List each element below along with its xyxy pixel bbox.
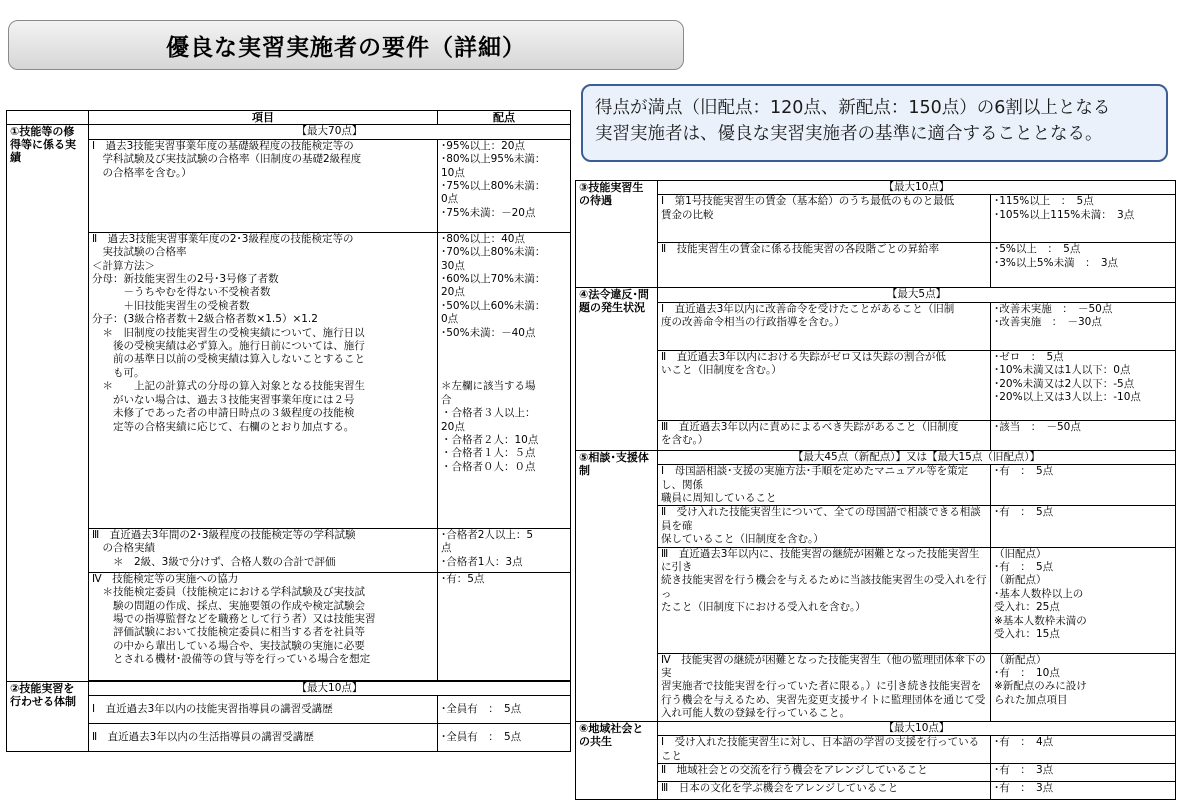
cell-line xyxy=(441,353,567,366)
cell-line: ＋旧技能実習生の受検者数 xyxy=(92,299,250,312)
cell-line: ･75%未満：－20点 xyxy=(441,206,536,219)
item-text xyxy=(658,547,991,653)
column-header-item: 項目 xyxy=(89,111,438,125)
cell-line: Ⅰ 直近過去3年以内に改善命令を受けたことがあること（旧制 xyxy=(661,302,955,315)
cell-line: 未修了であった者の申請日時点の３級程度の技能検 xyxy=(92,407,355,420)
cell-line: ･95%以上：20点 xyxy=(441,139,525,152)
item-text: Ⅱ 直近過去3年以内の生活指導員の講習受講歴 xyxy=(89,724,438,752)
cell-line: の合格実績 xyxy=(92,542,155,555)
cell-line: （旧配点） xyxy=(994,547,1047,560)
item-points xyxy=(991,465,1176,506)
cell-line: 職員に周知していること xyxy=(661,492,777,505)
cell-line: ･70%以上80%未満： xyxy=(441,246,546,259)
category-label-system: ②技能実習を行わせる体制 xyxy=(7,681,89,751)
item-points: ･有 ： 3点 xyxy=(991,763,1176,781)
cell-line: ･10%未満又は1人以下：0点 xyxy=(994,364,1131,377)
item-points xyxy=(991,506,1176,547)
cell-line: も可。 xyxy=(92,366,145,379)
cell-line: ･75%以上80%未満： xyxy=(441,180,546,193)
item-points xyxy=(991,243,1176,288)
item-text: Ⅱ 地域社会との交流を行う機会をアレンジしていること xyxy=(658,763,991,781)
cell-line: の合格率を含む。） xyxy=(92,166,192,179)
cell-line: 賃金の比較 xyxy=(661,208,714,221)
cell-line: ･50%以上60%未満： xyxy=(441,299,546,312)
cell-line: ＜計算方法＞ xyxy=(92,259,155,272)
cell-line: ･有 ： 10点 xyxy=(994,667,1060,680)
cell-line: ･有 ： 5点 xyxy=(994,506,1054,519)
cell-line: ･有：5点 xyxy=(441,572,485,585)
item-points xyxy=(438,139,571,232)
cell-line: ･合格者1人：3点 xyxy=(441,555,523,568)
category-label-treatment: ③技能実習生の待遇 xyxy=(576,181,658,288)
item-text xyxy=(658,195,991,243)
cell-line: ＊技能検定委員（技能検定における学科試験及び実技試 xyxy=(92,586,365,599)
cell-line: 前の基準日以前の受検実績は算入しないことすること xyxy=(92,353,365,366)
item-points: ･有 ： 4点 xyxy=(991,736,1176,764)
cell-line: ･50%未満：－40点 xyxy=(441,326,536,339)
category-label-community: ⑥地域社会との共生 xyxy=(576,721,658,799)
cell-line: 0点 xyxy=(441,313,459,326)
cell-line: 験の問題の作成、採点、実施要領の作成や検定試験会 xyxy=(92,599,365,612)
cell-line xyxy=(441,367,567,380)
section-max-points: 【最大10点】 xyxy=(658,181,1176,195)
cell-line: ・合格者２人：10点 xyxy=(441,433,539,446)
item-points xyxy=(991,350,1176,420)
category-label-violations: ④法令違反･問題の発生状況 xyxy=(576,288,658,450)
cell-line: Ⅰ 母国語相談･支援の実施方法･手順を定めたマニュアル等を策定し、関係 xyxy=(661,465,969,491)
cell-line: 場での指導監督などを職務として行う者）又は技能実習 xyxy=(92,613,376,626)
item-text: Ⅰ 直近過去3年以内の技能実習指導員の講習受講歴 xyxy=(89,696,438,724)
cell-line: 後の受検実績は必ず算入。施行日前については、施行 xyxy=(92,340,365,353)
item-text: Ⅲ 日本の文化を学ぶ機会をアレンジしていること xyxy=(658,781,991,799)
cell-line: 受入れ：25点 xyxy=(994,601,1060,614)
cell-line: の中から輩出している場合や、実技試験の実施に必要 xyxy=(92,639,365,652)
cell-line: Ⅰ 第1号技能実習生の賃金（基本給）のうち最低のものと最低 xyxy=(661,195,955,208)
cell-line: ･3%以上5%未満 ： 3点 xyxy=(994,256,1118,269)
item-text xyxy=(89,528,438,572)
cell-line: ＊ 旧制度の技能実習生の受検実績について、施行日以 xyxy=(92,326,365,339)
cell-line: ・合格者３人以上： xyxy=(441,407,536,420)
cell-line: ＊左欄に該当する場 xyxy=(441,380,536,393)
section-max-points: 【最大5点】 xyxy=(658,288,1176,302)
category-label-support: ⑤相談･支援体制 xyxy=(576,450,658,721)
cell-line: Ⅱ 受け入れた技能実習生について、全ての母国語で相談できる相談員を確 xyxy=(661,506,981,532)
cell-line: いこと（旧制度を含む。） xyxy=(661,364,782,377)
item-points xyxy=(438,572,571,680)
item-points: ･有 ： 3点 xyxy=(991,781,1176,799)
item-text xyxy=(658,243,991,288)
cell-line: ･60%以上70%未満： xyxy=(441,273,546,286)
cell-line: 点 xyxy=(441,542,452,555)
cell-line: 受入れ：15点 xyxy=(994,628,1060,641)
item-points xyxy=(991,420,1176,450)
page-title: 優良な実習実施者の要件（詳細） xyxy=(8,20,684,70)
section-max-points: 【最大10点】 xyxy=(658,721,1176,735)
cell-line: ･5%以上 ： 5点 xyxy=(994,243,1081,256)
cell-line: 習実施者で技能実習を行っていた者に限る。）に引き続き技能実習を xyxy=(661,680,982,693)
cell-line: 続き技能実習を行う機会を与えるために当該技能実習生の受入れを行っ xyxy=(661,574,987,600)
cell-line: （新配点） xyxy=(994,574,1047,587)
cell-line: Ⅳ 技能検定等の実施への協力 xyxy=(92,572,239,585)
cell-line: 保していること（旧制度を含む。） xyxy=(661,533,824,546)
item-points: ･全員有 ： 5点 xyxy=(438,724,571,752)
cell-line: 0点 xyxy=(441,193,459,206)
item-points xyxy=(438,528,571,572)
section-max-points: 【最大10点】 xyxy=(89,681,571,695)
item-text xyxy=(658,506,991,547)
item-text xyxy=(658,420,991,450)
cell-line: 行う機会を与えるため、実習先変更支援サイトに監理団体を通じて受 xyxy=(661,693,986,706)
cell-line: られた加点項目 xyxy=(994,693,1068,706)
cell-line: ･基本人数枠以上の xyxy=(994,587,1084,600)
cell-line: ※新配点のみに設け xyxy=(994,680,1087,693)
left-requirements-table xyxy=(6,110,571,752)
item-points: ･全員有 ： 5点 xyxy=(438,696,571,724)
cell-line: ･20%以上又は3人以上：-10点 xyxy=(994,391,1141,404)
cell-line: Ⅱ 直近過去3年以内における失踪がゼロ又は失踪の割合が低 xyxy=(661,350,946,363)
cell-line: ･該当 ： －50点 xyxy=(994,420,1081,433)
cell-line: ･改善実施 ： －30点 xyxy=(994,316,1102,329)
cell-line: 分母：新技能実習生の2号･3号修了者数 xyxy=(92,273,279,286)
cell-line: ･105%以上115%未満： 3点 xyxy=(994,208,1135,221)
cell-line: Ⅲ 直近過去3年以内に責めによるべき失踪があること（旧制度 xyxy=(661,420,959,433)
cell-line: を含む。） xyxy=(661,434,709,447)
cell-line: Ⅱ 技能実習生の賃金に係る技能実習の各段階ごとの昇給率 xyxy=(661,243,940,256)
cell-line: たこと（旧制度下における受入れを含む。） xyxy=(661,601,866,614)
cell-line: ＊ 2級、3級で分けず、合格人数の合計で評価 xyxy=(92,555,336,568)
cell-line: （新配点） xyxy=(994,653,1047,666)
cell-line: Ⅰ 過去3技能実習事業年度の基礎級程度の技能検定等の xyxy=(92,139,354,152)
cell-line: －うちやむを得ない不受検者数 xyxy=(92,286,271,299)
cell-line: ･115%以上 ： 5点 xyxy=(994,195,1094,208)
callout-line-2: 実習実施者は、優良な実習実施者の基準に適合することとなる。 xyxy=(595,124,1103,144)
score-note-callout xyxy=(581,84,1168,162)
cell-line: 合 xyxy=(441,393,452,406)
cell-line: 20点 xyxy=(441,286,465,299)
cell-line: ･20%未満又は2人以下：-5点 xyxy=(994,377,1135,390)
cell-line: Ⅱ 過去3技能実習事業年度の2･3級程度の技能検定等の xyxy=(92,232,354,245)
cell-line: Ⅲ 直近過去3年間の2･3級程度の技能検定等の学科試験 xyxy=(92,528,356,541)
category-label-skills: ①技能等の修得等に係る実績 xyxy=(7,125,89,681)
item-text xyxy=(89,139,438,232)
cell-line: ･有 ： 5点 xyxy=(994,465,1054,478)
item-points xyxy=(991,302,1176,350)
cell-line: とされる機材･設備等の貸与等を行っている場合を想定 xyxy=(92,653,371,666)
item-text xyxy=(658,653,991,721)
column-header-points: 配点 xyxy=(438,111,571,125)
cell-line: ・合格者０人：０点 xyxy=(441,460,536,473)
cell-line: 学科試験及び実技試験の合格率（旧制度の基礎2級程度 xyxy=(92,153,362,166)
cell-line: ･ゼロ ： 5点 xyxy=(994,350,1064,363)
cell-line: ･合格者2人以上：5 xyxy=(441,528,534,541)
cell-line: 度の改善命令相当の行政指導を含む。） xyxy=(661,316,845,329)
cell-line xyxy=(441,340,567,353)
cell-line: ･有 ： 5点 xyxy=(994,561,1054,574)
item-text xyxy=(658,302,991,350)
cell-line: ･80%以上95%未満： xyxy=(441,153,546,166)
right-requirements-table xyxy=(575,180,1176,800)
cell-line: Ⅲ 直近過去3年以内に、技能実習の継続が困難となった技能実習生に引き xyxy=(661,547,980,574)
item-points xyxy=(991,653,1176,721)
callout-line-1: 得点が満点（旧配点：120点、新配点：150点）の6割以上となる xyxy=(595,98,1111,118)
cell-line: 評価試験において技能検定委員に相当する者を社員等 xyxy=(92,626,365,639)
cell-line: 20点 xyxy=(441,420,465,433)
corner-cell xyxy=(7,111,89,125)
cell-line: がいない場合は、過去３技能実習事業年度には２号 xyxy=(92,393,355,406)
item-text: Ⅰ 受け入れた技能実習生に対し、日本語の学習の支援を行っていること xyxy=(658,736,991,764)
cell-line: ･改善未実施 ： －50点 xyxy=(994,302,1113,315)
section-max-points: 【最大70点】 xyxy=(89,125,571,139)
item-text xyxy=(658,350,991,420)
cell-line: 10点 xyxy=(441,166,465,179)
cell-line: ・合格者１人：５点 xyxy=(441,447,536,460)
cell-line: 定等の合格実績に応じて、右欄のとおり加点する。 xyxy=(92,420,355,433)
cell-line: ＊ 上記の計算式の分母の算入対象となる技能実習生 xyxy=(92,380,365,393)
cell-line: ･80%以上：40点 xyxy=(441,232,525,245)
cell-line: 入れ可能人数の登録を行っていること。 xyxy=(661,707,850,720)
cell-line: ※基本人数枠未満の xyxy=(994,614,1087,627)
item-points xyxy=(438,232,571,528)
section-max-points: 【最大45点（新配点）】又は【最大15点（旧配点）】 xyxy=(658,450,1176,464)
item-points xyxy=(991,547,1176,653)
item-text xyxy=(658,465,991,506)
item-text xyxy=(89,232,438,528)
cell-line: 分子：(3級合格者数＋2級合格者数×1.5）×1.2 xyxy=(92,313,318,326)
cell-line: Ⅳ 技能実習の継続が困難となった技能実習生（他の監理団体傘下の実 xyxy=(661,653,986,680)
cell-line: 実技試験の合格率 xyxy=(92,246,187,259)
item-points xyxy=(991,195,1176,243)
cell-line: 30点 xyxy=(441,259,465,272)
item-text xyxy=(89,572,438,680)
